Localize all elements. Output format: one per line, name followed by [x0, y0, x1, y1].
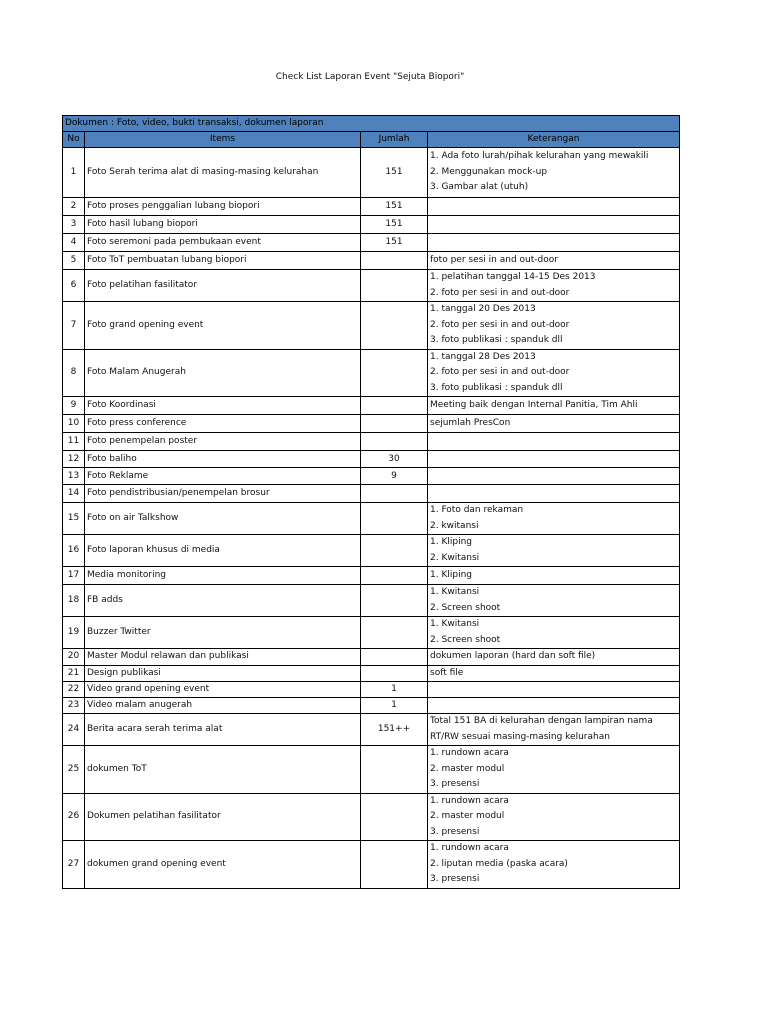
row-number: 6	[63, 270, 85, 302]
row-item: Dokumen pelatihan fasilitator	[85, 793, 361, 841]
table-row	[63, 451, 680, 468]
keterangan-line: Total 151 BA di kelurahan dengan lampiran nama	[430, 716, 653, 726]
row-item: Foto on air Talkshow	[85, 503, 361, 535]
row-number: 9	[63, 397, 85, 415]
keterangan-line: 1. Kliping	[430, 537, 472, 547]
row-jumlah: 151++	[361, 714, 428, 746]
row-item: Buzzer Twitter	[85, 617, 361, 649]
table-row	[63, 252, 680, 270]
row-keterangan	[428, 665, 680, 682]
table-row	[63, 617, 680, 649]
row-number: 2	[63, 198, 85, 216]
keterangan-line: 1. Ada foto lurah/pihak kelurahan yang mewakili	[430, 151, 649, 162]
row-item: Video malam anugerah	[85, 698, 361, 714]
header-keterangan: Keterangan	[428, 132, 680, 148]
keterangan-line: sejumlah PresCon	[430, 417, 511, 428]
row-keterangan	[428, 234, 680, 252]
row-number: 25	[63, 746, 85, 794]
row-jumlah	[361, 793, 428, 841]
row-jumlah	[361, 503, 428, 535]
keterangan-line: 2. Kwitansi	[430, 552, 480, 563]
row-keterangan	[428, 451, 680, 468]
table-row	[63, 216, 680, 234]
row-keterangan	[428, 270, 680, 302]
row-item: dokumen ToT	[85, 746, 361, 794]
row-jumlah	[361, 649, 428, 666]
row-jumlah	[361, 535, 428, 567]
table-row	[63, 415, 680, 433]
keterangan-line: 3. presensi	[430, 826, 480, 837]
row-number: 5	[63, 252, 85, 270]
table-row	[63, 746, 680, 794]
row-number: 13	[63, 468, 85, 485]
row-keterangan	[428, 349, 680, 397]
row-keterangan	[428, 841, 680, 889]
row-jumlah	[361, 433, 428, 451]
row-item: Foto penempelan poster	[85, 433, 361, 451]
row-jumlah	[361, 841, 428, 889]
row-jumlah	[361, 270, 428, 302]
row-jumlah	[361, 665, 428, 682]
row-jumlah: 151	[361, 198, 428, 216]
keterangan-line: 1. Kwitansi	[430, 619, 480, 629]
row-item: Media monitoring	[85, 567, 361, 585]
row-item: Foto Serah terima alat di masing-masing kelurahan	[85, 148, 361, 198]
row-keterangan	[428, 649, 680, 666]
table-row	[63, 468, 680, 485]
row-jumlah: 1	[361, 698, 428, 714]
table-row	[63, 682, 680, 698]
row-jumlah	[361, 567, 428, 585]
table-row	[63, 234, 680, 252]
row-jumlah	[361, 397, 428, 415]
row-number: 22	[63, 682, 85, 698]
row-item: dokumen grand opening event	[85, 841, 361, 889]
row-number: 16	[63, 535, 85, 567]
header-jumlah: Jumlah	[361, 132, 428, 148]
row-number: 4	[63, 234, 85, 252]
keterangan-line: 1. rundown acara	[430, 748, 509, 758]
table-row	[63, 433, 680, 451]
row-number: 8	[63, 349, 85, 397]
keterangan-line: 1. pelatihan tanggal 14-15 Des 2013	[430, 272, 596, 282]
table-row	[63, 302, 680, 350]
header-no: No	[63, 132, 85, 148]
row-item: Foto grand opening event	[85, 302, 361, 350]
row-item: Berita acara serah terima alat	[85, 714, 361, 746]
table-body	[63, 148, 680, 889]
row-number: 14	[63, 485, 85, 503]
keterangan-line: soft file	[430, 667, 464, 678]
keterangan-line: 2. master modul	[430, 763, 505, 774]
row-number: 20	[63, 649, 85, 666]
row-number: 15	[63, 503, 85, 535]
keterangan-line: 2. Screen shoot	[430, 602, 501, 613]
row-keterangan	[428, 397, 680, 415]
row-item: Master Modul relawan dan publikasi	[85, 649, 361, 666]
keterangan-line: 2. foto per sesi in and out-door	[430, 319, 570, 330]
table-row	[63, 585, 680, 617]
row-number: 3	[63, 216, 85, 234]
row-item: Foto laporan khusus di media	[85, 535, 361, 567]
row-item: FB adds	[85, 585, 361, 617]
row-jumlah: 151	[361, 148, 428, 198]
keterangan-line: dokumen laporan (hard dan soft file)	[430, 651, 596, 661]
keterangan-line: 1. Kliping	[430, 569, 472, 580]
table-row	[63, 148, 680, 198]
row-item: Foto seremoni pada pembukaan event	[85, 234, 361, 252]
row-keterangan	[428, 433, 680, 451]
keterangan-line: foto per sesi in and out-door	[430, 254, 558, 265]
row-number: 21	[63, 665, 85, 682]
table-row	[63, 649, 680, 666]
row-jumlah	[361, 617, 428, 649]
keterangan-line: Meeting baik dengan Internal Panitia, Tim Ahli	[430, 399, 638, 410]
row-keterangan	[428, 252, 680, 270]
keterangan-line: 3. foto publikasi : spanduk dll	[430, 382, 563, 393]
table-row	[63, 397, 680, 415]
row-jumlah	[361, 746, 428, 794]
row-jumlah	[361, 415, 428, 433]
header-items: Items	[85, 132, 361, 148]
row-jumlah	[361, 585, 428, 617]
row-item: Foto ToT pembuatan lubang biopori	[85, 252, 361, 270]
row-jumlah	[361, 302, 428, 350]
row-number: 26	[63, 793, 85, 841]
row-keterangan	[428, 585, 680, 617]
keterangan-line: 2. liputan media (paska acara)	[430, 858, 568, 869]
row-keterangan	[428, 302, 680, 350]
table-row	[63, 485, 680, 503]
row-number: 23	[63, 698, 85, 714]
keterangan-line: 3. Gambar alat (utuh)	[430, 182, 529, 193]
row-item: Foto Malam Anugerah	[85, 349, 361, 397]
table-row	[63, 503, 680, 535]
row-item: Design publikasi	[85, 665, 361, 682]
row-keterangan	[428, 617, 680, 649]
keterangan-line: 2. foto per sesi in and out-door	[430, 367, 570, 377]
table-row	[63, 349, 680, 397]
row-jumlah: 151	[361, 216, 428, 234]
row-keterangan	[428, 503, 680, 535]
row-keterangan	[428, 468, 680, 485]
row-item: Foto hasil lubang biopori	[85, 216, 361, 234]
row-item: Foto baliho	[85, 451, 361, 468]
keterangan-line: 2. Menggunakan mock-up	[430, 166, 548, 177]
keterangan-line: 1. rundown acara	[430, 795, 509, 806]
keterangan-line: 2. master modul	[430, 811, 505, 821]
keterangan-line: 2. kwitansi	[430, 520, 479, 531]
table-row	[63, 270, 680, 302]
row-keterangan	[428, 415, 680, 433]
keterangan-line: 2. foto per sesi in and out-door	[430, 287, 570, 298]
row-jumlah: 151	[361, 234, 428, 252]
row-jumlah	[361, 252, 428, 270]
keterangan-line: 3. presensi	[430, 779, 480, 789]
section-band	[63, 116, 680, 132]
row-keterangan	[428, 698, 680, 714]
header-row	[63, 132, 680, 148]
row-jumlah: 9	[361, 468, 428, 485]
keterangan-line: 2. Screen shoot	[430, 634, 501, 645]
row-number: 24	[63, 714, 85, 746]
row-number: 7	[63, 302, 85, 350]
row-jumlah: 1	[361, 682, 428, 698]
table-row	[63, 665, 680, 682]
row-keterangan	[428, 793, 680, 841]
page-title: Check List Laporan Event "Sejuta Biopori"	[275, 72, 465, 82]
row-number: 18	[63, 585, 85, 617]
row-number: 1	[63, 148, 85, 198]
row-item: Foto pendistribusian/penempelan brosur	[85, 485, 361, 503]
table-row	[63, 698, 680, 714]
row-keterangan	[428, 682, 680, 698]
row-keterangan	[428, 216, 680, 234]
keterangan-line: 1. rundown acara	[430, 843, 509, 854]
keterangan-line: 1. Foto dan rekaman	[430, 505, 524, 515]
row-number: 10	[63, 415, 85, 433]
table-row	[63, 793, 680, 841]
keterangan-line: 3. foto publikasi : spanduk dll	[430, 335, 563, 345]
row-item: Video grand opening event	[85, 682, 361, 698]
row-number: 27	[63, 841, 85, 889]
table-row	[63, 841, 680, 889]
row-jumlah	[361, 349, 428, 397]
row-keterangan	[428, 485, 680, 503]
keterangan-line: 1. tanggal 20 Des 2013	[430, 304, 536, 314]
row-keterangan	[428, 567, 680, 585]
row-number: 12	[63, 451, 85, 468]
table-row	[63, 535, 680, 567]
row-item: Foto Koordinasi	[85, 397, 361, 415]
row-number: 17	[63, 567, 85, 585]
keterangan-line: 3. presensi	[430, 874, 480, 885]
section-title: Dokumen : Foto, video, bukti transaksi, dokumen laporan	[63, 116, 680, 132]
keterangan-line: 1. Kwitansi	[430, 587, 480, 597]
keterangan-line: RT/RW sesuai masing-masing kelurahan	[430, 731, 610, 742]
row-keterangan	[428, 746, 680, 794]
row-item: Foto pelatihan fasilitator	[85, 270, 361, 302]
table-row	[63, 198, 680, 216]
row-item: Foto Reklame	[85, 468, 361, 485]
row-item: Foto press conference	[85, 415, 361, 433]
row-keterangan	[428, 714, 680, 746]
keterangan-line: 1. tanggal 28 Des 2013	[430, 351, 536, 362]
row-number: 19	[63, 617, 85, 649]
table-row	[63, 567, 680, 585]
row-jumlah: 30	[361, 451, 428, 468]
row-keterangan	[428, 148, 680, 198]
row-number: 11	[63, 433, 85, 451]
row-keterangan	[428, 535, 680, 567]
table-row	[63, 714, 680, 746]
checklist-table	[62, 115, 680, 889]
row-jumlah	[361, 485, 428, 503]
row-keterangan	[428, 198, 680, 216]
row-item: Foto proses penggalian lubang biopori	[85, 198, 361, 216]
